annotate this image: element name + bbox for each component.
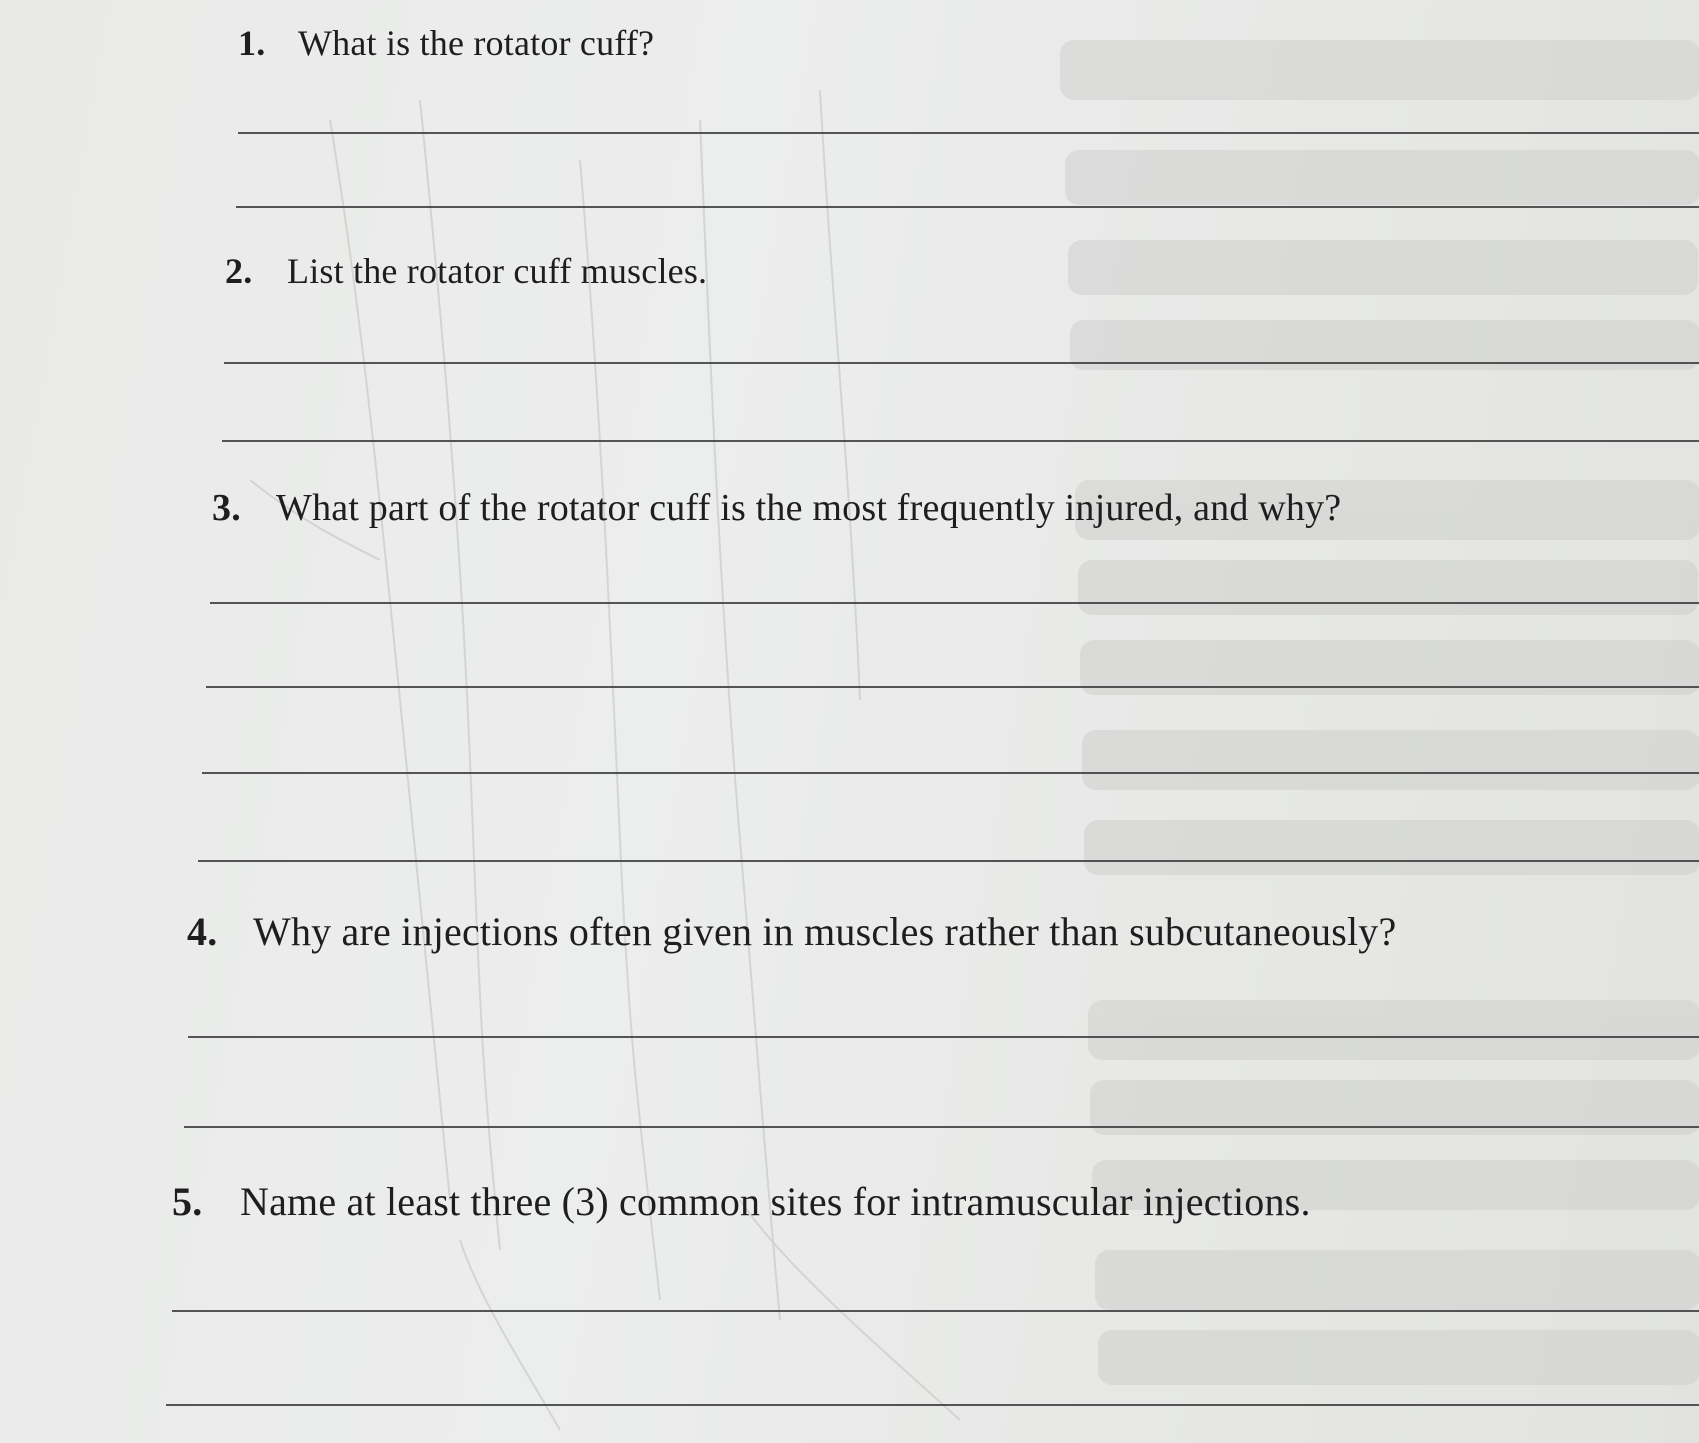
question-5-number: 5. [172, 1179, 203, 1224]
question-1-number: 1. [238, 23, 266, 63]
question-2-number: 2. [225, 251, 253, 291]
answer-line[interactable] [222, 440, 1699, 442]
question-3-number: 3. [212, 487, 241, 529]
question-2 [225, 250, 707, 292]
answer-line[interactable] [188, 1036, 1699, 1038]
answer-line[interactable] [206, 686, 1699, 688]
question-4-number: 4. [187, 909, 218, 954]
answer-line[interactable] [172, 1310, 1699, 1312]
answer-line[interactable] [198, 860, 1699, 862]
question-1-text: What is the rotator cuff? [298, 23, 655, 63]
answer-line[interactable] [224, 362, 1699, 364]
question-5-text: Name at least three (3) common sites for intramuscular injections. [240, 1179, 1311, 1224]
answer-line[interactable] [210, 602, 1699, 604]
answer-line[interactable] [166, 1404, 1699, 1406]
answer-line[interactable] [184, 1126, 1699, 1128]
question-3 [212, 486, 1341, 530]
question-2-text: List the rotator cuff muscles. [287, 251, 708, 291]
question-4 [187, 908, 1396, 955]
answer-line[interactable] [236, 206, 1699, 208]
answer-line[interactable] [238, 132, 1699, 134]
answer-line[interactable] [202, 772, 1699, 774]
question-1 [238, 22, 654, 64]
question-4-text: Why are injections often given in muscles rather than subcutaneously? [253, 909, 1397, 954]
question-3-text: What part of the rotator cuff is the most frequently injured, and why? [276, 487, 1342, 529]
question-5 [172, 1178, 1311, 1225]
